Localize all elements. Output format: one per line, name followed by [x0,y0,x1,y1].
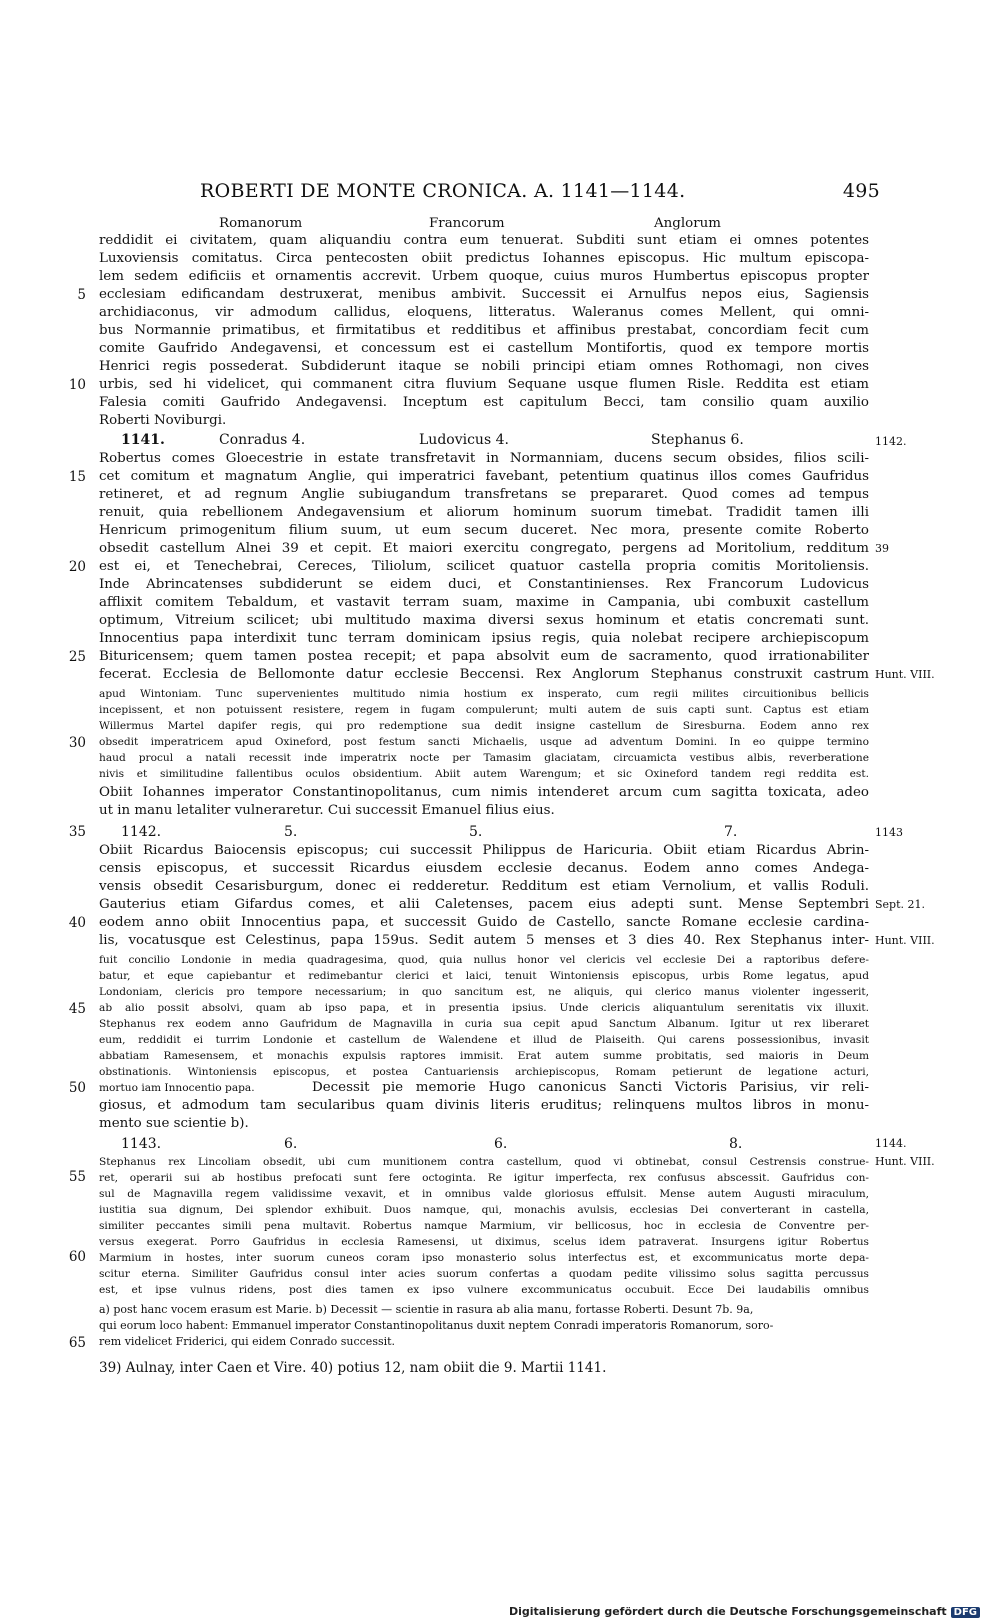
text-line: mento sue scientie b). [99,1116,249,1131]
reign-year: 7. [724,824,738,840]
margin-footnote-ref: 39 [875,542,889,555]
line-number: 30 [68,735,86,751]
text-line: Bituricensem; quem tamen postea recepit; et papa absolvit eum de sacramento, quod irrationabiliter [99,649,869,664]
text-line: reddidit ei civitatem, quam aliquandiu contra eum tenuerat. Subditi sunt etiam ei omnes potentes [99,233,869,248]
text-line-small: obsedit imperatricem apud Oxineford, post festum sancti Michaelis, usque ad adventum Domini. In eo quippe termino [99,736,869,748]
text-line-small: Londoniam, clericis pro tempore necessarium; in quo sancitum est, ne aliquis, qui clerico manus violenter ingesserit, [99,986,869,998]
year-label: 1141. [121,432,165,448]
line-number: 65 [68,1335,86,1351]
text-line: afflixit comitem Tebaldum, et vastavit terram suam, maxime in Campania, ubi combuxit castellum [99,595,869,610]
text-line-small: scitur eterna. Similiter Gaufridus consul inter acies suorum confertas a quodam pedite vilissimo solus sagitta percussus [99,1268,869,1280]
text-line: lis, vocatusque est Celestinus, papa 159us. Sedit autem 5 menses et 3 dies 40. Rex Stephanus inter- [99,933,869,948]
apparatus-note: rem videlicet Friderici, qui eidem Conrado successit. [99,1335,396,1348]
text-line: Falesia comiti Gaufrido Andegavensi. Inceptum est capitulum Becci, tam consilio quam auxilio [99,395,869,410]
text-line-small: apud Wintoniam. Tunc supervenientes multitudo nimia hostium ex insperato, cum regii milites circuitionibus bellicis [99,688,869,700]
text-line: Inde Abrincatenses subdiderunt se eidem duci, et Constantinienses. Rex Francorum Ludovicus [99,577,869,592]
margin-source: Hunt. VIII. [875,1155,935,1168]
text-line-small: Stephanus rex eodem anno Gaufridum de Magnavilla in curia sua cepit apud Sanctum Albanum. Igitur ut rex liberaret [99,1018,869,1030]
line-number: 45 [68,1001,86,1017]
text-line: renuit, quia rebellionem Andegavensium et aliorum hominum suorum timebat. Tradidit tamen illi [99,505,869,520]
text-line: obsedit castellum Alnei 39 et cepit. Et maiori exercitu congregato, pergens ad Moritolium, redditum [99,541,869,556]
running-title: ROBERTI DE MONTE CRONICA. A. 1141—1144. [200,180,686,202]
text-line: comite Gaufrido Andegavensi, et concessum est ei castellum Montifortis, quod ex tempore mortis [99,341,869,356]
text-line: eodem anno obiit Innocentius papa, et successit Guido de Castello, sancte Romane ecclesie cardina- [99,915,869,930]
margin-source: Hunt. VIII. [875,934,935,947]
text-line: fecerat. Ecclesia de Bellomonte datur ecclesie Beccensi. Rex Anglorum Stephanus construxit castrum [99,667,869,682]
text-line: Robertus comes Gloecestrie in estate transfretavit in Normanniam, ducens secum obsides, filios scili- [99,451,869,466]
reign-year: 6. [494,1136,508,1152]
reign-romanorum: Romanorum [219,216,303,231]
apparatus-note: a) post hanc vocem erasum est Marie. b) Decessit — scientie in rasura ab alia manu, fortasse Roberti. Desunt 7b. 9a, [99,1303,754,1316]
text-line-small: ret, operarii sui ab hostibus prefocati sunt fere octoginta. Re igitur imperfecta, rex confusus abscessit. Gaufridus con- [99,1172,869,1184]
line-number: 20 [68,559,86,575]
year-row-1141 [99,430,869,450]
line-number: 10 [68,377,86,393]
text-line-small: mortuo iam Innocentio papa. [99,1082,255,1094]
reign-year: 5. [469,824,483,840]
line-number: 35 [68,824,86,840]
year-row-1143 [99,1134,869,1154]
text-line: lem sedem edificiis et ornamentis accrevit. Urbem quoque, cuius muros Humbertus episcopus propter [99,269,869,284]
text-line: ecclesiam edificandam destruxerat, menibus ambivit. Successit ei Arnulfus nepos eius, Sagiensis [99,287,869,302]
text-line-small: incepissent, et non potuissent resistere, regem in fugam compulerunt; multi autem de suis capti sunt. Captus est etiam [99,704,869,716]
text-line: Roberti Noviburgi. [99,413,227,428]
reign-francorum: Francorum [429,216,505,231]
text-line: Obiit Iohannes imperator Constantinopolitanus, cum nimis intenderet arcum cum sagitta toxicata, adeo [99,785,869,800]
credit-text: Digitalisierung gefördert durch die Deutsche Forschungsgemeinschaft [508,1605,947,1618]
text-line-small: eum, reddidit ei turrim Londonie et castellum de Walendene et illud de Plaiseith. Qui carens possessionibus, invasit [99,1034,869,1046]
text-line: Decessit pie memorie Hugo canonicus Sancti Victoris Parisius, vir reli- [312,1080,869,1095]
text-line: est ei, et Tenechebrai, Cereces, Tiliolum, scilicet quatuor castella propria comitis Moritoliensis. [99,559,869,574]
text-line-small: similiter peccantes simili pena multavit. Robertus namque Marmium, vir bellicosus, hoc in ecclesia de Conventre per- [99,1220,869,1232]
text-line: Henrici regis possederat. Subdiderunt itaque se nobili principi etiam omnes Rothomagi, non cives [99,359,869,374]
text-line: cet comitum et magnatum Anglie, qui imperatrici favebant, petentium quatinus illos comes Gaufridus [99,469,869,484]
margin-year: 1143 [875,826,903,839]
text-line: urbis, sed hi videlicet, qui commanent citra fluvium Sequane usque flumen Risle. Reddita est etiam [99,377,869,392]
text-line: archidiaconus, vir admodum callidus, eloquens, litteratus. Waleranus comes Mellent, qui omni- [99,305,869,320]
text-line-small: sul de Magnavilla regem validissime vexavit, et in omnibus valde gloriosus effulsit. Mense autem Augusti miraculum, [99,1188,869,1200]
text-line-small: iustitia sua dignum, Dei splendor exhibuit. Duos namque, qui, monachis avulsis, ecclesias Dei converterant in castella, [99,1204,869,1216]
text-line: Henricum primogenitum filium suum, ut eum secum duceret. Nec mora, presente comite Roberto [99,523,869,538]
apparatus-note: qui eorum loco habent: Emmanuel imperator Constantinopolitanus duxit neptem Conradi imperatoris Romanorum, soro- [99,1319,774,1332]
text-line: Obiit Ricardus Baiocensis episcopus; cui successit Philippus de Haricuria. Obiit etiam Ricardus Abrin- [99,843,869,858]
margin-year: 1142. [875,435,907,448]
text-line: vensis obsedit Cesarisburgum, donec ei redderetur. Redditum est etiam Vernolium, et vallis Roduli. [99,879,869,894]
text-line-small: fuit concilio Londonie in media quadragesima, quod, quia nullus honor vel clericis vel ecclesie Dei a raptoribus defere- [99,954,869,966]
text-line-small: haud procul a natali recessit inde imperatrix nocte per Tamasim glaciatam, circuamicta vestibus albis, reverberatione [99,752,869,764]
text-line-small: Willermus Martel dapifer regis, qui pro redemptione sua dedit insigne castellum de Siresburna. Eodem anno rex [99,720,869,732]
text-line-small: batur, et eque capiebantur et redimebantur clerici et laici, tenuit Wintoniensis episcopus, urbis Rome legatus, apud [99,970,869,982]
text-line-small: nivis et similitudine fallentibus oculos obsidentium. Abiit autem Warengum; et sic Oxineford tandem regi reddita est. [99,768,869,780]
line-number: 25 [68,649,86,665]
margin-source: Hunt. VIII. [875,668,935,681]
reign-year: 6. [284,1136,298,1152]
text-line: retineret, et ad regnum Anglie subiugandum transfretans se prepararet. Quod comes ad tempus [99,487,869,502]
text-line-small: versus exegerat. Porro Gaufridus in ecclesia Ramesensi, ut diximus, scelus idem patraverat. Insurgens igitur Robertus [99,1236,869,1248]
line-number: 40 [68,915,86,931]
digitization-credit [509,1605,980,1618]
reign-anglorum: Anglorum [654,216,721,231]
text-line-small: obstinationis. Wintoniensis episcopus, et postea Cantuariensis archiepiscopus, Romam petierunt de legatione acturi, [99,1066,869,1078]
text-line: giosus, et admodum tam secularibus quam divinis literis eruditus; relinquens multos libros in monu- [99,1098,869,1113]
text-line: Luxoviensis comitatus. Circa pentecosten obiit predictus Iohannes episcopus. Hic multum episcopa- [99,251,869,266]
line-number: 15 [68,469,86,485]
reign-year: 8. [729,1136,743,1152]
page-number: 495 [842,180,880,202]
reign-year: Stephanus 6. [651,432,744,448]
line-number: 50 [68,1080,86,1096]
margin-year: 1144. [875,1137,907,1150]
text-line: censis episcopus, et successit Ricardus eiusdem ecclesie decanus. Eodem anno comes Andega- [99,861,869,876]
text-line: bus Normannie primatibus, et firmitatibus et redditibus et affinibus prestabat, concordiam fecit cum [99,323,869,338]
text-line-small: Marmium in hostes, inter suorum cuneos coram ipso monasterio solus interfectus est, et excommunicatus morte depa- [99,1252,869,1264]
reign-year: Conradus 4. [219,432,306,448]
year-label: 1143. [121,1136,162,1152]
year-row-1142 [99,822,869,842]
text-line: optimum, Vitreium scilicet; ubi multitudo maxima diversi sexus hominum et etatis concremati sunt. [99,613,869,628]
text-line: ut in manu letaliter vulneraretur. Cui successit Emanuel filius eius. [99,803,555,818]
margin-date: Sept. 21. [875,898,925,911]
reign-year: 5. [284,824,298,840]
text-line-small: ab alio possit absolvi, quam ab ipso papa, et in presentia ipsius. Unde clericis aliquantulum serenitatis vix illuxit. [99,1002,869,1014]
line-number: 60 [68,1249,86,1265]
text-line: Gauterius etiam Gifardus comes, et alii Caletenses, pacem eius adepti sunt. Mense Septembri [99,897,869,912]
text-line: Innocentius papa interdixit tunc terram dominicam ipsius regis, quia nolebat recipere archiepiscopum [99,631,869,646]
year-label: 1142. [121,824,162,840]
dfg-logo: DFG [951,1607,980,1618]
text-line-small: est, et ipse vulnus ridens, post dies tamen ex ipso vulnere excommunicatus occubuit. Ecce Dei laudabilis omnibus [99,1284,869,1296]
line-number: 55 [68,1169,86,1185]
text-line-small: abbatiam Ramesensem, et monachis expulsis raptores immisit. Erat autem summe probitatis, sed maioris in Deum [99,1050,869,1062]
footnotes: 39) Aulnay, inter Caen et Vire. 40) potius 12, nam obiit die 9. Martii 1141. [99,1360,607,1376]
line-number: 5 [77,287,86,303]
text-line-small: Stephanus rex Lincoliam obsedit, ubi cum munitionem contra castellum, quod vi obtinebat, consul Cestrensis construe- [99,1156,869,1168]
reign-year: Ludovicus 4. [419,432,509,448]
